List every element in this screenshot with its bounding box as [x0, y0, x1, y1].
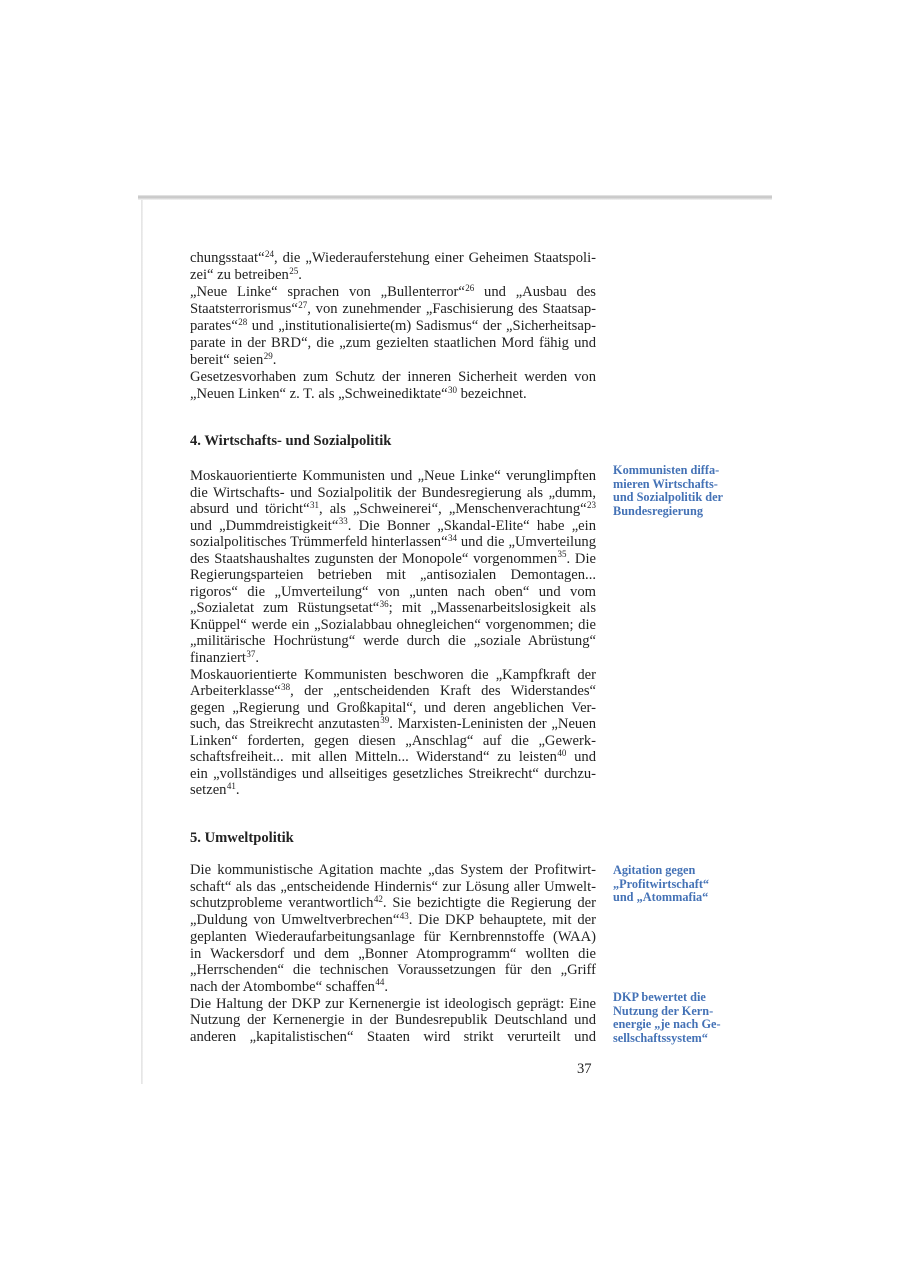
text-line — [190, 716, 596, 733]
text-line — [190, 749, 596, 766]
section-5-body — [190, 862, 596, 1046]
text-run: Gesetzesvorhaben zum Schutz der inneren Sicherheit werden von — [190, 369, 596, 385]
margin-note-profit-economy — [613, 864, 738, 905]
text-run: „militärische Hochrüstung“ werde durch die „soziale Abrüstung“ — [190, 633, 596, 650]
footnote-ref: 26 — [465, 282, 475, 293]
text-line — [190, 468, 596, 485]
paragraph — [190, 996, 596, 1046]
text-line — [190, 912, 596, 929]
text-line — [190, 1029, 596, 1046]
text-line — [190, 584, 596, 601]
text-line — [190, 250, 596, 267]
margin-note-line: „Profitwirtschaft“ — [613, 876, 710, 891]
text-run: gegen „Regierung und Großkapital“, und deren angeblichen Ver- — [190, 699, 596, 716]
footnote-ref: 38 — [281, 681, 291, 692]
text-run: Staatsterrorismus“ — [190, 301, 298, 317]
text-run: . — [235, 782, 240, 799]
margin-note-line: Nutzung der Kern- — [613, 1003, 714, 1018]
text-run: und „institutionalisierte(m) Sadismus“ der „Sicherheitsap- — [247, 318, 596, 334]
text-line — [190, 284, 596, 301]
text-line — [190, 551, 596, 568]
text-run: ein „vollständiges und allseitiges gesetzliches Streikrecht“ durchzu- — [190, 765, 596, 782]
margin-note-economic-policy — [613, 464, 738, 518]
footnote-ref: 28 — [238, 316, 248, 327]
margin-note-line: und Sozialpolitik der — [613, 490, 724, 505]
footnote-ref: 23 — [587, 499, 596, 510]
text-run: , der „entscheidenden Kraft des Widerstandes“ — [290, 683, 596, 700]
text-line — [190, 617, 596, 634]
text-run: , von zunehmender „Faschisierung des Staatsap- — [307, 301, 596, 317]
scan-edge-left — [141, 200, 143, 1084]
text-run: . — [384, 978, 388, 995]
margin-note-line: DKP bewertet die — [613, 990, 706, 1004]
text-run: und — [566, 749, 597, 766]
text-run: und die „Umverteilung — [456, 534, 596, 551]
text-run: Nutzung der Kernenergie in der Bundesrepublik Deutschland und — [190, 1012, 596, 1029]
text-line — [190, 534, 596, 551]
text-line — [190, 962, 596, 979]
text-run: Moskauorientierte Kommunisten und „Neue Linke“ verunglimpften — [190, 468, 596, 484]
footnote-ref: 30 — [447, 384, 457, 395]
paragraph — [190, 468, 596, 667]
text-run: und „Dummdreistigkeit“ — [190, 517, 339, 534]
text-run: . — [272, 352, 277, 368]
text-line — [190, 386, 596, 403]
text-line — [190, 600, 596, 617]
text-run: in Wackersdorf und dem „Bonner Atomprogramm“ wollten die — [190, 945, 596, 962]
text-line — [190, 895, 596, 912]
text-run: zei“ zu betreiben — [190, 267, 289, 283]
text-run: schutzprobleme verantwortlich — [190, 895, 374, 912]
text-run: finanziert — [190, 650, 246, 667]
page-number: 37 — [577, 1061, 592, 1077]
text-line — [190, 318, 596, 335]
text-run: . Die — [566, 550, 596, 567]
text-line — [190, 683, 596, 700]
footnote-ref: 34 — [447, 532, 457, 543]
text-line — [190, 782, 596, 799]
text-run: . Marxisten-Leninisten der „Neuen — [389, 716, 596, 733]
text-line — [190, 633, 596, 650]
text-run: , als „Schweinerei“, „Menschenverachtung“ — [318, 501, 587, 518]
section-5-heading: 5. Umweltpolitik — [190, 830, 294, 846]
text-run: „Neue Linke“ sprachen von „Bullenterror“ — [190, 284, 465, 300]
margin-note-line: mieren Wirtschafts- — [613, 476, 718, 491]
text-run: absurd und töricht“ — [190, 501, 310, 518]
margin-note-line: Kommunisten diffa- — [613, 463, 720, 477]
footnote-ref: 24 — [264, 248, 274, 259]
text-run: „Sozialetat zum Rüstungsetat“ — [190, 600, 380, 617]
text-run: anderen „kapitalistischen“ Staaten wird strikt verurteilt und — [190, 1029, 596, 1046]
text-run: ; mit „Massenarbeitslosigkeit als — [388, 600, 596, 617]
text-line — [190, 301, 596, 318]
paragraph — [190, 862, 596, 996]
footnote-ref: 42 — [373, 893, 383, 904]
footnote-ref: 44 — [375, 977, 385, 988]
footnote-ref: 29 — [263, 350, 273, 361]
text-run: des Staatshaushaltes zugunsten der Monopole“ vorgenommen — [190, 550, 558, 567]
text-run: und „Ausbau des — [474, 284, 596, 300]
text-run: , die „Wiederauferstehung einer Geheimen Staatspoli- — [273, 250, 596, 266]
margin-note-line: energie „je nach Ge- — [613, 1017, 721, 1032]
text-run: . Sie bezichtigte die Regierung der — [382, 895, 597, 912]
text-line — [190, 700, 596, 717]
text-run: schaft“ als das „entscheidende Hindernis“ zur Lösung aller Umwelt- — [190, 878, 596, 895]
text-run: „Duldung von Umweltverbrechen“ — [190, 912, 400, 929]
text-run: Linken“ forderten, gegen diesen „Anschlag“ auf die „Gewerk- — [190, 732, 596, 749]
text-run: Knüppel“ werde ein „Sozialabbau ohnegleichen“ vorgenommen; die — [190, 616, 596, 633]
footnote-ref: 43 — [399, 910, 409, 921]
text-run: Die Haltung der DKP zur Kernenergie ist ideologisch geprägt: Eine — [190, 995, 596, 1012]
text-run: . Die DKP behauptete, mit der — [408, 912, 596, 929]
paragraph — [190, 284, 596, 369]
text-run: sozialpolitisches Trümmerfeld hinterlassen“ — [190, 534, 448, 551]
text-line — [190, 335, 596, 352]
paragraph — [190, 369, 596, 403]
footnote-ref: 39 — [380, 714, 390, 725]
text-line — [190, 766, 596, 783]
footnote-ref: 41 — [226, 780, 236, 791]
footnote-ref: 37 — [246, 648, 256, 659]
text-run: . — [255, 650, 259, 667]
footnote-ref: 35 — [557, 549, 567, 560]
section-4-body — [190, 468, 596, 799]
margin-note-line: sellschaftssystem“ — [613, 1030, 708, 1045]
text-run: setzen — [190, 782, 227, 799]
text-line — [190, 667, 596, 684]
margin-note-nuclear-energy — [613, 991, 738, 1045]
text-run: die Wirtschafts- und Sozialpolitik der Bundesregierung als „dumm, — [190, 484, 596, 501]
text-run: Die kommunistische Agitation machte „das System der Profitwirt- — [190, 862, 596, 878]
text-line — [190, 879, 596, 896]
text-run: nach der Atombombe“ schaffen — [190, 978, 375, 995]
text-run: Arbeiterklasse“ — [190, 683, 281, 700]
text-run: parates“ — [190, 318, 238, 334]
intro-text — [190, 250, 596, 403]
text-run: Moskauorientierte Kommunisten beschworen die „Kampfkraft der — [190, 666, 596, 683]
text-run: parate in der BRD“, die „zum gezielten staatlichen Mord fähig und — [190, 335, 596, 351]
text-line — [190, 267, 596, 284]
section-4-heading: 4. Wirtschafts- und Sozialpolitik — [190, 433, 392, 449]
text-run: such, das Streikrecht anzutasten — [190, 716, 380, 733]
text-line — [190, 501, 596, 518]
paragraph — [190, 667, 596, 799]
footnote-ref: 40 — [557, 747, 567, 758]
text-line — [190, 518, 596, 535]
text-run: rigoros“ die „Umverteilung“ von „unten nach oben“ und vom — [190, 583, 596, 600]
text-line — [190, 650, 596, 667]
text-run: bezeichnet. — [456, 386, 527, 402]
scan-edge-top — [138, 195, 772, 200]
text-run: bereit“ seien — [190, 352, 264, 368]
text-line — [190, 485, 596, 502]
margin-note-line: Agitation gegen — [613, 863, 696, 877]
text-line — [190, 369, 596, 386]
footnote-ref: 27 — [298, 299, 308, 310]
text-line — [190, 733, 596, 750]
text-run: „Herrschenden“ die technischen Voraussetzungen für den „Griff — [190, 962, 596, 979]
text-line — [190, 1012, 596, 1029]
text-line — [190, 352, 596, 369]
text-run: geplanten Wiederaufarbeitungsanlage für Kernbrennstoffe (WAA) — [190, 928, 596, 945]
footnote-ref: 25 — [289, 265, 299, 276]
paragraph — [190, 250, 596, 284]
text-line — [190, 929, 596, 946]
footnote-ref: 31 — [309, 499, 319, 510]
footnote-ref: 33 — [338, 516, 348, 527]
text-run: „Neuen Linken“ z. T. als „Schweinediktate“ — [190, 386, 448, 402]
text-run: Regierungsparteien betrieben mit „antisozialen Demontagen... — [190, 567, 596, 584]
text-line — [190, 862, 596, 879]
text-run: . Die Bonner „Skandal-Elite“ habe „ein — [347, 517, 596, 534]
footnote-ref: 36 — [379, 598, 389, 609]
text-run: chungsstaat“ — [190, 250, 265, 266]
text-line — [190, 567, 596, 584]
text-line — [190, 946, 596, 963]
margin-note-line: und „Atommafia“ — [613, 890, 709, 905]
text-line — [190, 979, 596, 996]
text-run: schaftsfreiheit... mit allen Mitteln... Widerstand“ zu leisten — [190, 749, 557, 766]
text-line — [190, 996, 596, 1013]
margin-note-line: Bundesregierung — [613, 503, 703, 518]
text-run: . — [298, 267, 302, 283]
